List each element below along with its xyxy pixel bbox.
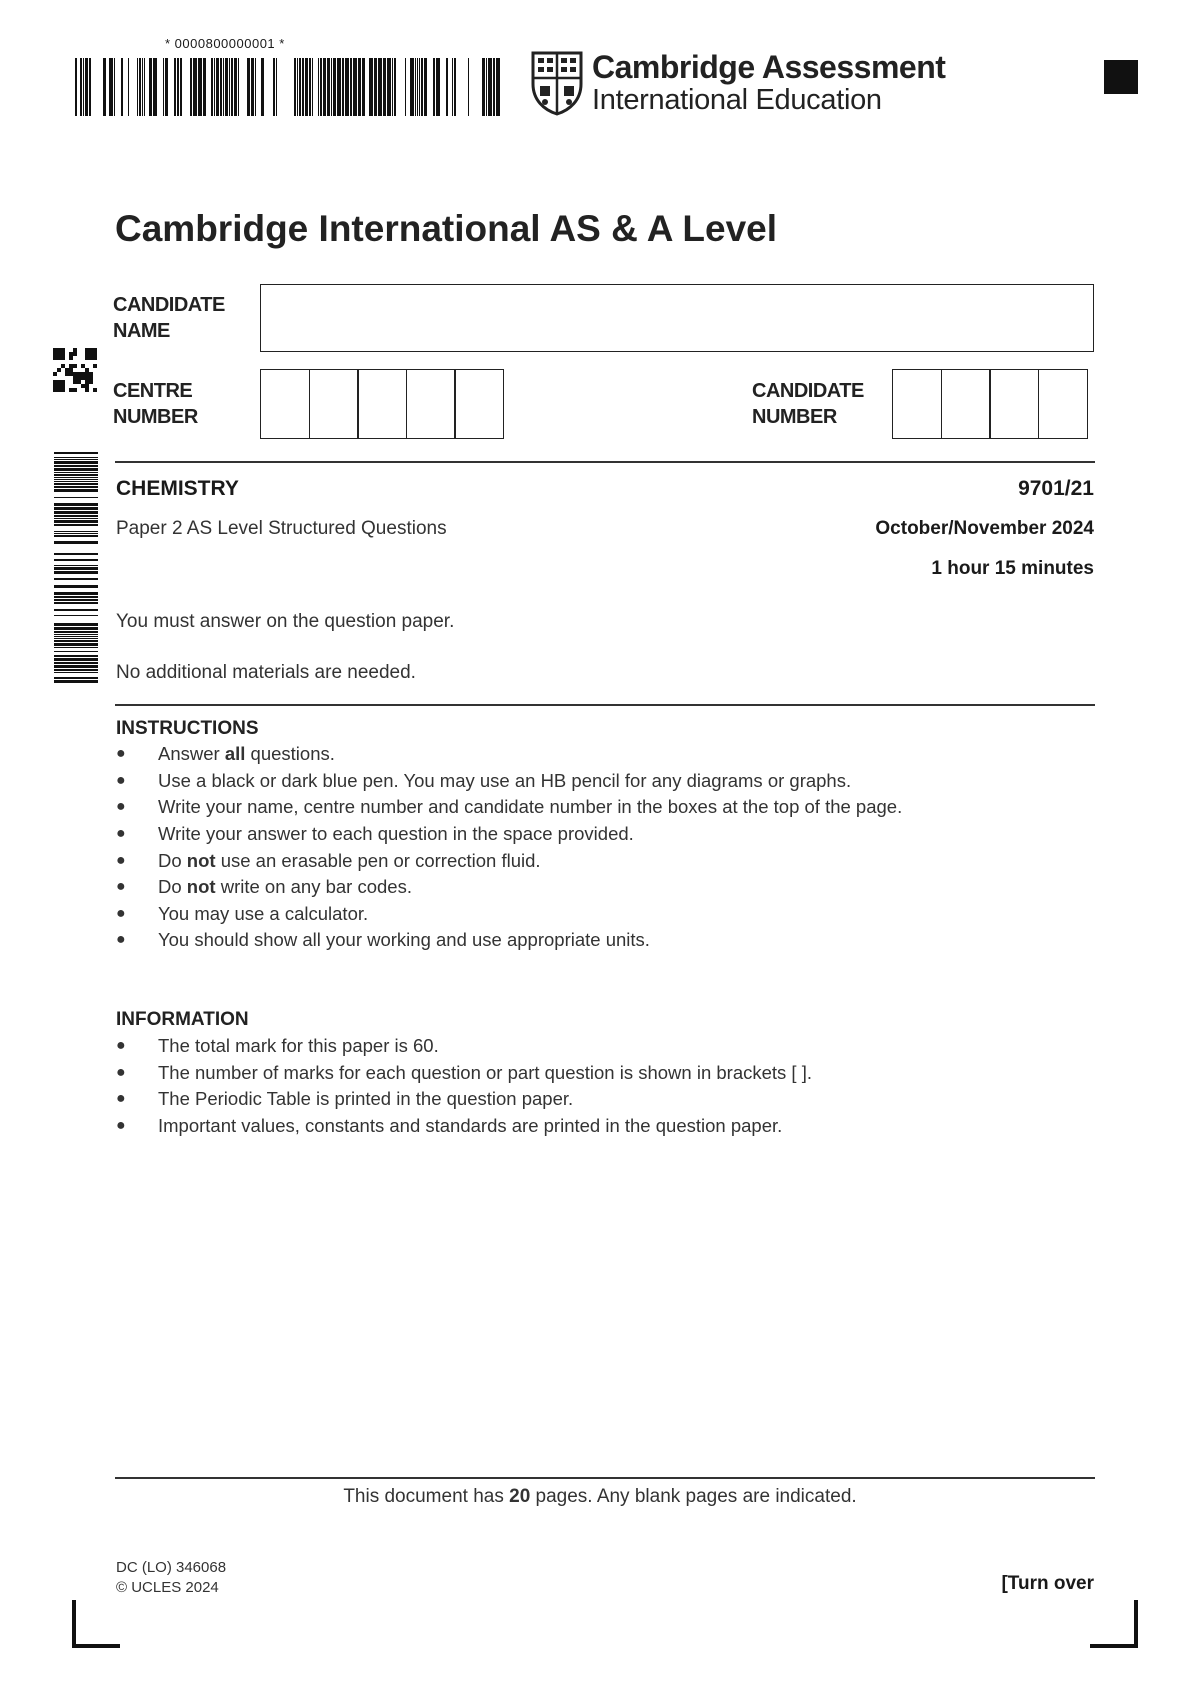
subject: CHEMISTRY — [116, 477, 239, 500]
bullet-icon: ● — [116, 1063, 126, 1081]
digit-box[interactable] — [260, 369, 310, 439]
list-item — [116, 794, 902, 821]
candidate-name-box[interactable] — [260, 284, 1094, 352]
bullet-icon: ● — [116, 825, 126, 843]
emphasis: all — [224, 743, 246, 765]
cambridge-logo — [530, 50, 945, 116]
candidate-number-label: CANDIDATE NUMBER — [752, 380, 864, 428]
centre-number-boxes — [260, 369, 504, 439]
side-barcode — [40, 452, 100, 684]
list-item-text — [158, 1115, 782, 1137]
bullet-icon: ● — [116, 904, 126, 922]
list-item — [116, 901, 902, 928]
bullet-icon: ● — [116, 931, 126, 949]
list-item-text — [158, 929, 650, 951]
digit-box[interactable] — [1038, 369, 1088, 439]
qualification-title: Cambridge International AS & A Level — [115, 208, 778, 249]
page-count-note — [0, 1486, 1200, 1508]
instructions-list — [116, 741, 902, 954]
text: You may use a calculator. — [158, 902, 369, 924]
list-item-text — [158, 850, 541, 872]
document-code: DC (LO) 346068 — [116, 1559, 227, 1576]
text: Important values, constants and standards are printed in the question paper. — [158, 1115, 783, 1137]
list-item — [116, 1060, 812, 1087]
bullet-icon: ● — [116, 798, 126, 816]
list-item-text — [158, 876, 412, 898]
page-count: 20 — [509, 1486, 531, 1507]
list-item-text — [158, 823, 634, 845]
list-item — [116, 927, 902, 954]
emphasis: not — [186, 849, 216, 871]
list-item — [116, 741, 902, 768]
divider — [115, 1477, 1095, 1479]
list-item — [116, 821, 902, 848]
digit-box[interactable] — [357, 369, 407, 439]
document-code-block — [116, 1558, 226, 1598]
list-item-text — [158, 770, 851, 792]
crop-mark — [72, 1600, 76, 1648]
materials-note: No additional materials are needed. — [116, 662, 416, 683]
digit-box[interactable] — [309, 369, 359, 439]
text: The Periodic Table is printed in the question paper. — [158, 1088, 574, 1110]
list-item-text — [158, 796, 902, 818]
list-item — [116, 874, 902, 901]
list-item-text — [158, 1035, 439, 1057]
digit-box[interactable] — [941, 369, 991, 439]
list-item — [116, 1086, 812, 1113]
information-list — [116, 1033, 812, 1139]
digit-box[interactable] — [989, 369, 1039, 439]
bullet-icon: ● — [116, 1090, 126, 1108]
crop-mark — [1134, 1600, 1138, 1648]
logo-line2: International Education — [592, 84, 882, 116]
barcode-number: * 0000800000001 * — [165, 36, 285, 51]
list-item — [116, 847, 902, 874]
list-item — [116, 1113, 812, 1140]
text: Write your name, centre number and candidate number in the boxes at the top of the page. — [158, 796, 903, 818]
list-item-text — [158, 1062, 812, 1084]
bullet-icon: ● — [116, 771, 126, 789]
emphasis: not — [186, 876, 216, 898]
digit-box[interactable] — [406, 369, 456, 439]
qr-code — [53, 348, 97, 392]
crop-mark — [72, 1644, 120, 1648]
bullet-icon: ● — [116, 851, 126, 869]
digit-box[interactable] — [892, 369, 942, 439]
bullet-icon: ● — [116, 1117, 126, 1135]
paper-code: 9701/21 — [1018, 477, 1094, 500]
text: write on any bar codes. — [215, 876, 412, 898]
text: questions. — [245, 743, 335, 765]
candidate-number-boxes — [892, 369, 1088, 439]
divider — [115, 704, 1095, 706]
list-item-text — [158, 903, 368, 925]
instructions-heading: INSTRUCTIONS — [116, 718, 259, 739]
session: October/November 2024 — [875, 518, 1094, 539]
duration: 1 hour 15 minutes — [931, 558, 1094, 579]
text: Do — [158, 849, 187, 871]
list-item — [116, 768, 902, 795]
list-item-text — [158, 1088, 573, 1110]
list-item — [116, 1033, 812, 1060]
text: Use a black or dark blue pen. You may use an HB pencil for any diagrams or graphs. — [158, 769, 852, 791]
text: use an erasable pen or correction fluid. — [215, 849, 541, 871]
must-answer-note: You must answer on the question paper. — [116, 611, 455, 632]
bullet-icon: ● — [116, 1037, 126, 1055]
bullet-icon: ● — [116, 878, 126, 896]
registration-mark — [1104, 60, 1138, 94]
turn-over: [Turn over — [1001, 1573, 1094, 1594]
text: You should show all your working and use appropriate units. — [158, 929, 650, 951]
bullet-icon: ● — [116, 745, 126, 763]
information-heading: INFORMATION — [116, 1009, 249, 1030]
text: Write your answer to each question in the space provided. — [158, 823, 634, 845]
centre-number-label: CENTRE NUMBER — [113, 380, 198, 428]
list-item-text — [158, 743, 335, 765]
logo-line1: Cambridge Assessment — [592, 49, 946, 85]
page-count-pre: This document has — [343, 1486, 510, 1507]
crop-mark — [1090, 1644, 1138, 1648]
text: The number of marks for each question or part question is shown in brackets [ ]. — [158, 1061, 812, 1083]
copyright: © UCLES 2024 — [116, 1579, 219, 1596]
candidate-name-label: CANDIDATE NAME — [113, 294, 225, 342]
text: The total mark for this paper is 60. — [158, 1035, 439, 1057]
page-count-post: pages. Any blank pages are indicated. — [530, 1486, 857, 1507]
text: Do — [158, 876, 187, 898]
divider — [115, 461, 1095, 463]
paper-title: Paper 2 AS Level Structured Questions — [116, 518, 447, 539]
shield-icon — [530, 50, 584, 116]
top-barcode — [75, 58, 503, 116]
digit-box[interactable] — [454, 369, 504, 439]
text: Answer — [158, 743, 225, 765]
